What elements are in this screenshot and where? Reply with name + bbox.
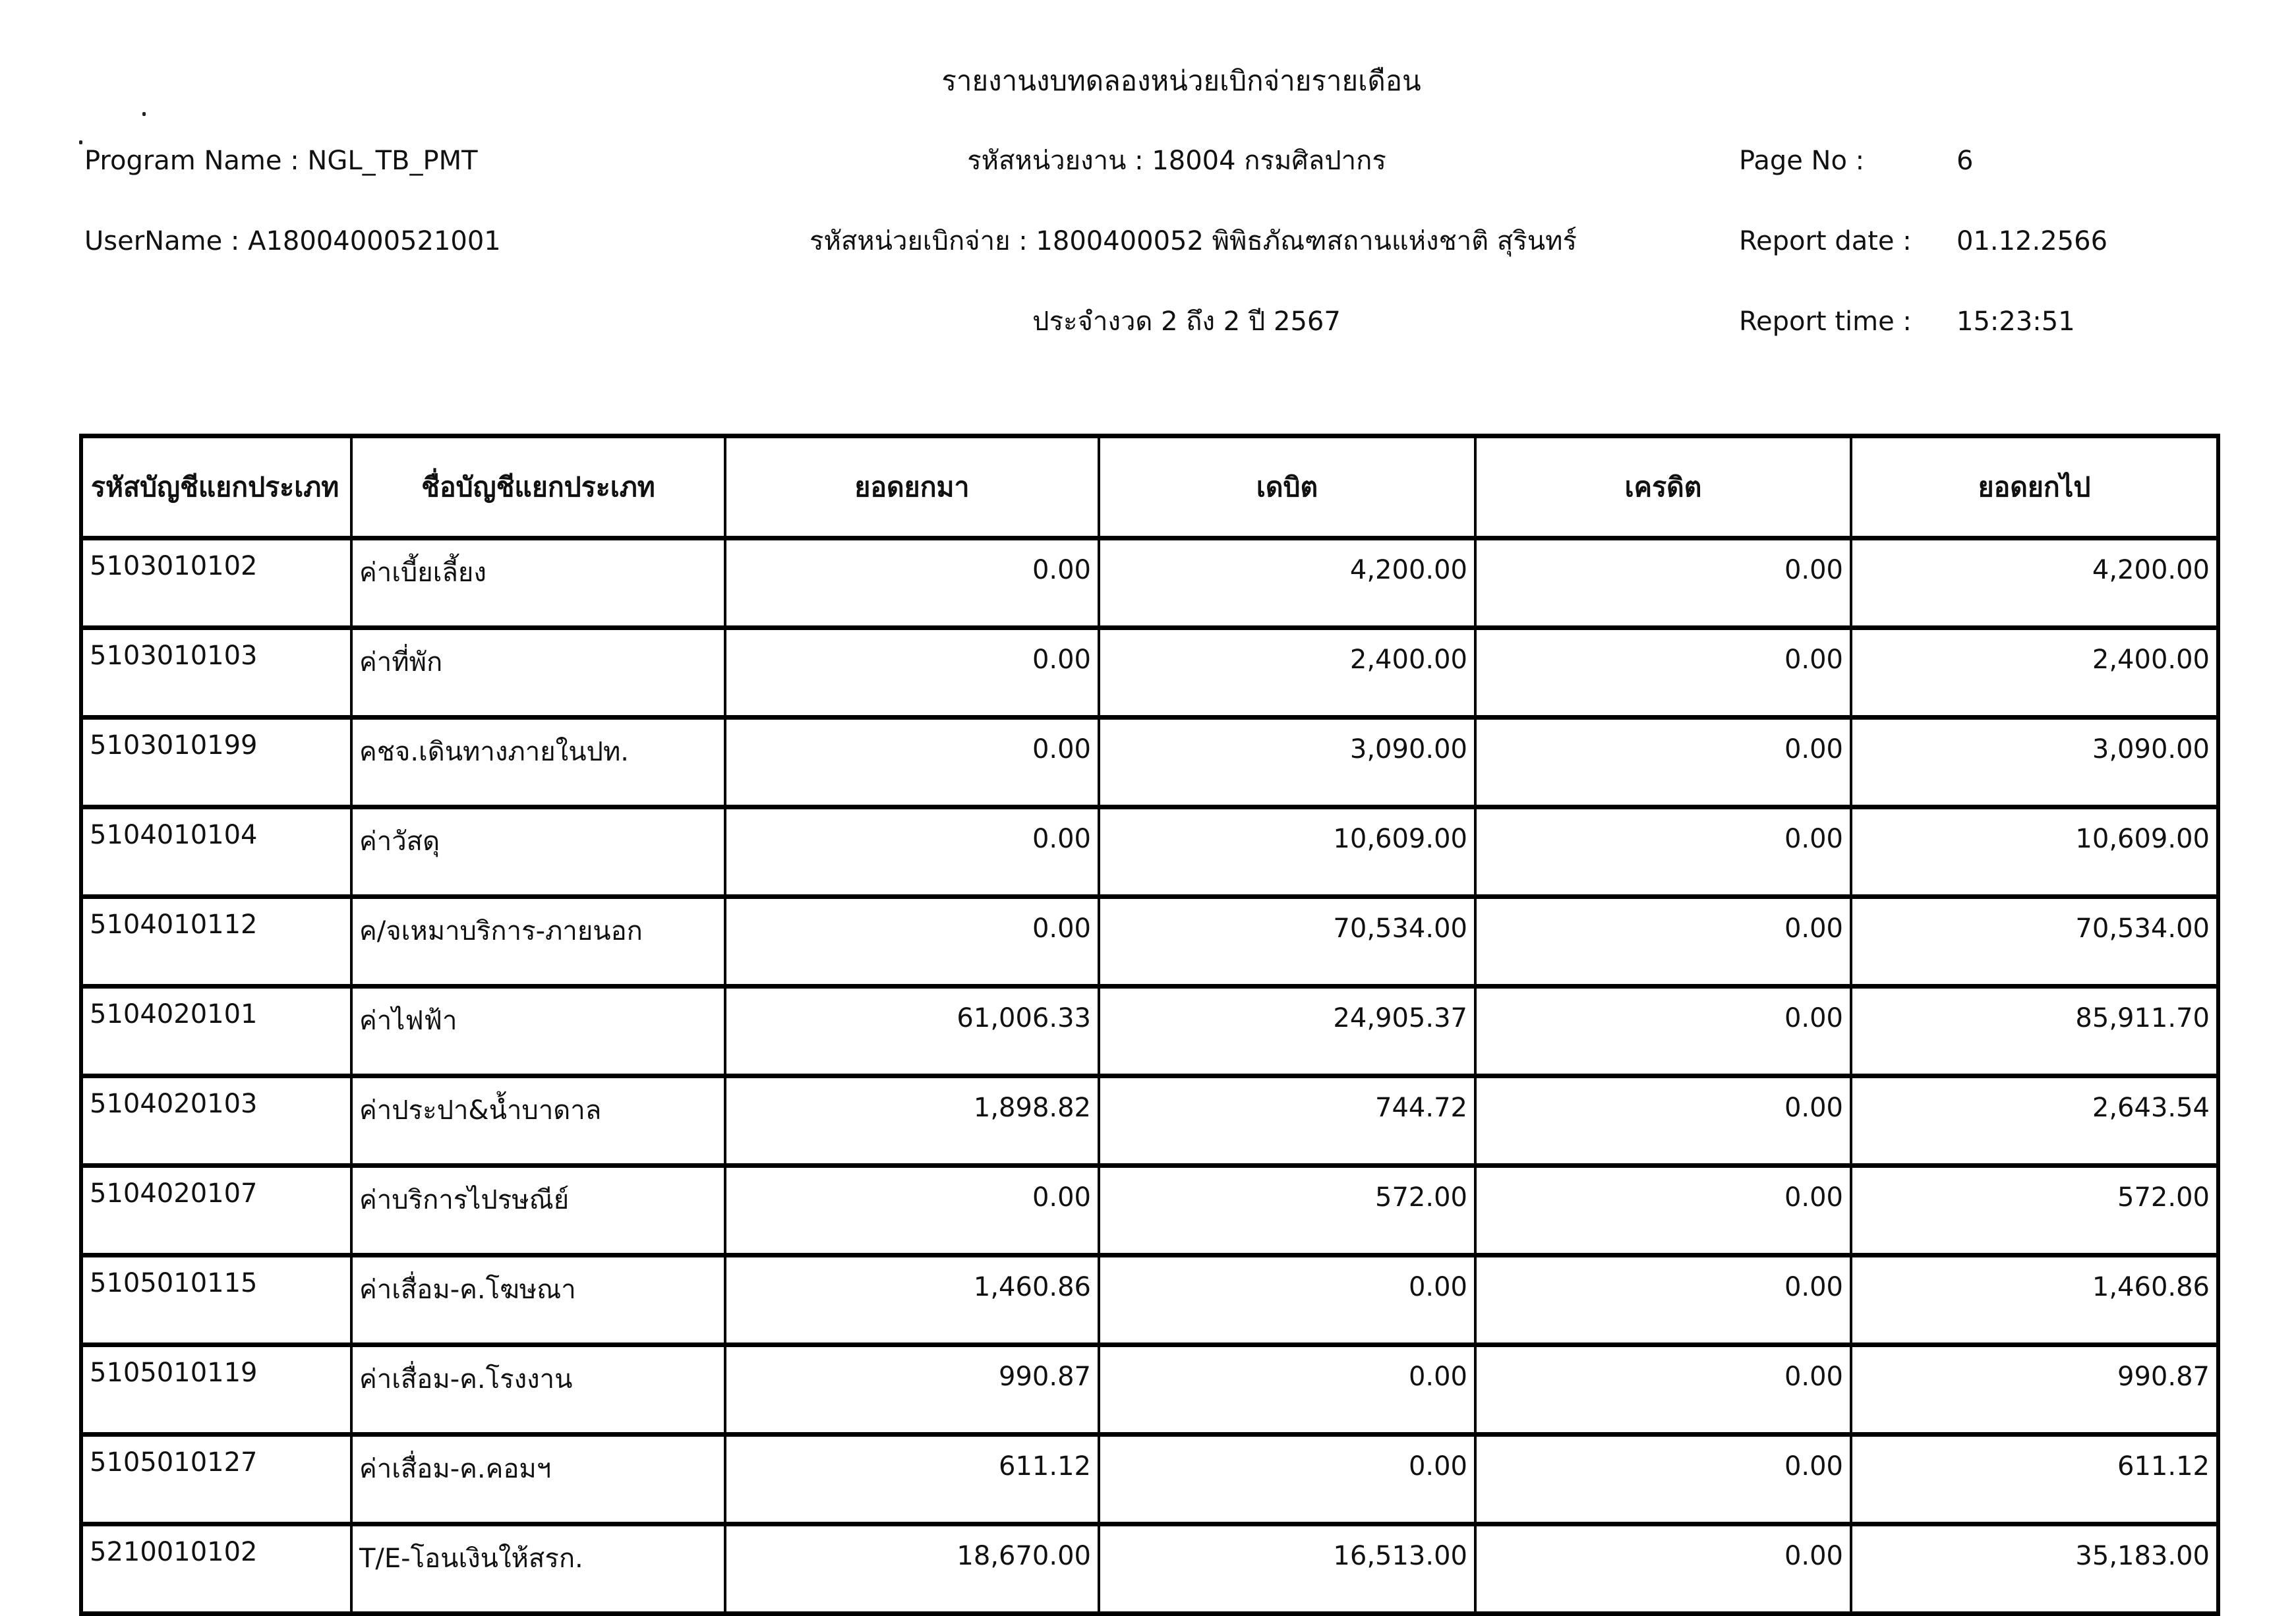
- cell-brought-forward: 0.00: [725, 1166, 1099, 1255]
- cell-debit: 0.00: [1099, 1435, 1475, 1524]
- cell-account-code: 5105010115: [81, 1255, 351, 1345]
- cell-carried-forward: 35,183.00: [1851, 1524, 2218, 1614]
- report-period: ประจำงวด 2 ถึง 2 ปี 2567: [1032, 306, 1341, 337]
- cell-credit: 0.00: [1475, 628, 1851, 718]
- table-row: [81, 1076, 2218, 1166]
- cell-brought-forward: 1,460.86: [725, 1255, 1099, 1345]
- header-account-code: รหัสบัญชีแยกประเภท: [81, 436, 351, 538]
- table-row: [81, 1166, 2218, 1255]
- header-account-name: ชื่อบัญชีแยกประเภท: [351, 436, 725, 538]
- cell-account-name: ค่าวัสดุ: [351, 807, 725, 897]
- cell-carried-forward: 3,090.00: [1851, 718, 2218, 807]
- table-row: [81, 538, 2218, 628]
- report-date-label: Report date :: [1739, 226, 1912, 256]
- table-row: [81, 1435, 2218, 1524]
- cell-account-code: 5104010112: [81, 897, 351, 987]
- cell-brought-forward: 0.00: [725, 897, 1099, 987]
- cell-account-name: ค่าเบี้ยเลี้ยง: [351, 538, 725, 628]
- cell-account-code: 5103010199: [81, 718, 351, 807]
- report-title: รายงานงบทดลองหน่วยเบิกจ่ายรายเดือน: [941, 65, 1421, 97]
- cell-debit: 744.72: [1099, 1076, 1475, 1166]
- cell-credit: 0.00: [1475, 1435, 1851, 1524]
- cell-brought-forward: 0.00: [725, 807, 1099, 897]
- disbursement-unit-code: รหัสหน่วยเบิกจ่าย : 1800400052 พิพิธภัณฑสถานแห่งชาติ สุรินทร์: [809, 226, 1577, 256]
- cell-account-code: 5105010119: [81, 1345, 351, 1435]
- cell-account-name: ค่าเสื่อม-ค.โรงงาน: [351, 1345, 725, 1435]
- cell-debit: 70,534.00: [1099, 897, 1475, 987]
- cell-account-name: ค่าประปา&น้ำบาดาล: [351, 1076, 725, 1166]
- cell-carried-forward: 572.00: [1851, 1166, 2218, 1255]
- cell-brought-forward: 0.00: [725, 718, 1099, 807]
- cell-account-code: 5105010127: [81, 1435, 351, 1524]
- cell-brought-forward: 611.12: [725, 1435, 1099, 1524]
- cell-account-name: T/E-โอนเงินให้สรก.: [351, 1524, 725, 1614]
- cell-account-code: 5103010103: [81, 628, 351, 718]
- cell-account-name: ค่าบริการไปรษณีย์: [351, 1166, 725, 1255]
- cell-account-code: 5210010102: [81, 1524, 351, 1614]
- cell-carried-forward: 1,460.86: [1851, 1255, 2218, 1345]
- cell-carried-forward: 10,609.00: [1851, 807, 2218, 897]
- program-name: Program Name : NGL_TB_PMT: [84, 146, 478, 176]
- cell-account-name: ค/จเหมาบริการ-ภายนอก: [351, 897, 725, 987]
- cell-account-code: 5104010104: [81, 807, 351, 897]
- cell-brought-forward: 61,006.33: [725, 987, 1099, 1076]
- page-no-label: Page No :: [1739, 146, 1865, 176]
- cell-carried-forward: 2,643.54: [1851, 1076, 2218, 1166]
- cell-credit: 0.00: [1475, 1166, 1851, 1255]
- cell-credit: 0.00: [1475, 718, 1851, 807]
- cell-account-name: ค่าเสื่อม-ค.โฆษณา: [351, 1255, 725, 1345]
- cell-credit: 0.00: [1475, 897, 1851, 987]
- cell-debit: 10,609.00: [1099, 807, 1475, 897]
- cell-credit: 0.00: [1475, 538, 1851, 628]
- cell-brought-forward: 18,670.00: [725, 1524, 1099, 1614]
- table-row: [81, 1524, 2218, 1614]
- table-row: [81, 628, 2218, 718]
- cell-credit: 0.00: [1475, 987, 1851, 1076]
- table-row: [81, 1255, 2218, 1345]
- cell-debit: 3,090.00: [1099, 718, 1475, 807]
- cell-brought-forward: 0.00: [725, 538, 1099, 628]
- header-debit: เดบิต: [1099, 436, 1475, 538]
- report-date-value: 01.12.2566: [1957, 226, 2108, 256]
- page-no-value: 6: [1957, 146, 1974, 176]
- table-body: [81, 538, 2218, 1614]
- cell-account-code: 5104020101: [81, 987, 351, 1076]
- cell-account-code: 5104020103: [81, 1076, 351, 1166]
- cell-account-name: ค่าไฟฟ้า: [351, 987, 725, 1076]
- header-brought-forward: ยอดยกมา: [725, 436, 1099, 538]
- cell-carried-forward: 4,200.00: [1851, 538, 2218, 628]
- scan-speck: [79, 140, 82, 144]
- cell-debit: 24,905.37: [1099, 987, 1475, 1076]
- cell-carried-forward: 70,534.00: [1851, 897, 2218, 987]
- cell-credit: 0.00: [1475, 807, 1851, 897]
- header-credit: เครดิต: [1475, 436, 1851, 538]
- cell-credit: 0.00: [1475, 1524, 1851, 1614]
- cell-account-code: 5104020107: [81, 1166, 351, 1255]
- cell-debit: 2,400.00: [1099, 628, 1475, 718]
- table-row: [81, 987, 2218, 1076]
- cell-account-code: 5103010102: [81, 538, 351, 628]
- header-carried-forward: ยอดยกไป: [1851, 436, 2218, 538]
- cell-credit: 0.00: [1475, 1255, 1851, 1345]
- cell-credit: 0.00: [1475, 1076, 1851, 1166]
- cell-brought-forward: 990.87: [725, 1345, 1099, 1435]
- table-row: [81, 807, 2218, 897]
- table-header-row: [81, 436, 2218, 538]
- cell-carried-forward: 2,400.00: [1851, 628, 2218, 718]
- cell-carried-forward: 611.12: [1851, 1435, 2218, 1524]
- trial-balance-table: [79, 434, 2220, 1616]
- cell-brought-forward: 0.00: [725, 628, 1099, 718]
- table-row: [81, 718, 2218, 807]
- table-row: [81, 897, 2218, 987]
- cell-debit: 0.00: [1099, 1255, 1475, 1345]
- cell-carried-forward: 85,911.70: [1851, 987, 2218, 1076]
- scan-speck: [142, 112, 146, 116]
- user-name: UserName : A18004000521001: [84, 226, 501, 256]
- cell-debit: 0.00: [1099, 1345, 1475, 1435]
- report-time-label: Report time :: [1739, 306, 1912, 337]
- table-row: [81, 1345, 2218, 1435]
- cell-account-name: คชจ.เดินทางภายในปท.: [351, 718, 725, 807]
- cell-debit: 16,513.00: [1099, 1524, 1475, 1614]
- report-time-value: 15:23:51: [1957, 306, 2075, 337]
- cell-debit: 572.00: [1099, 1166, 1475, 1255]
- cell-credit: 0.00: [1475, 1345, 1851, 1435]
- cell-debit: 4,200.00: [1099, 538, 1475, 628]
- cell-account-name: ค่าที่พัก: [351, 628, 725, 718]
- cell-account-name: ค่าเสื่อม-ค.คอมฯ: [351, 1435, 725, 1524]
- cell-carried-forward: 990.87: [1851, 1345, 2218, 1435]
- agency-code: รหัสหน่วยงาน : 18004 กรมศิลปากร: [967, 146, 1386, 176]
- cell-brought-forward: 1,898.82: [725, 1076, 1099, 1166]
